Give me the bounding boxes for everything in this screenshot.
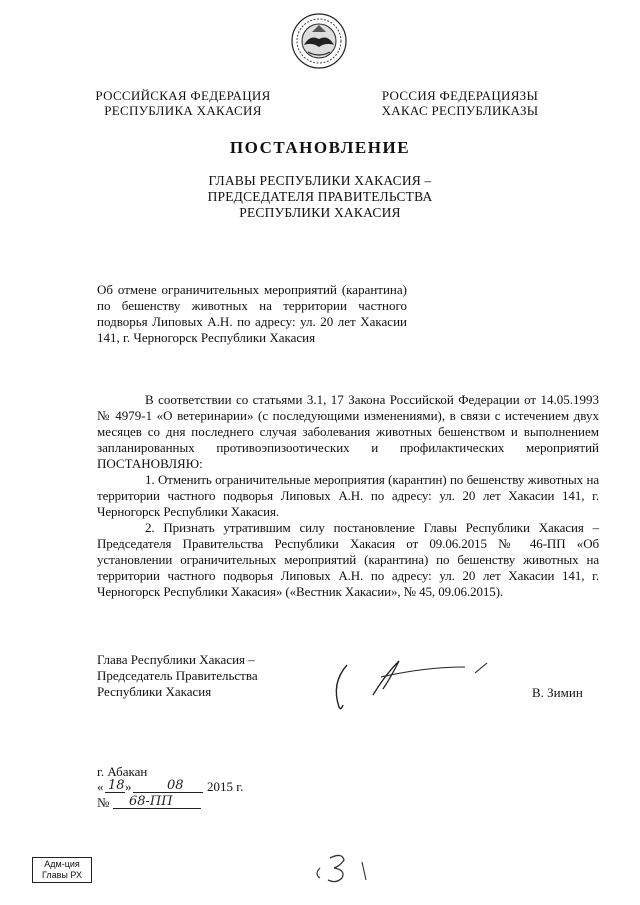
signatory-title [97, 652, 297, 700]
header-right [372, 88, 548, 118]
document-subject: Об отмене ограничительных мероприятий (карантина) по бешенству животных на территории частного подворья Липовых А.Н. по адресу: ул. 20 лет Хакасии 141, г. Черногорск Республики Хакасия [97, 282, 407, 345]
date-day: 18 [108, 778, 125, 793]
place-of-issue: г. Абакан [97, 764, 148, 779]
signatory-line2: Председатель Правительства [97, 668, 258, 683]
subtitle-line3: РЕСПУБЛИКИ ХАКАСИЯ [239, 205, 401, 220]
document-title: ПОСТАНОВЛЕНИЕ [229, 138, 411, 157]
number-prefix: № [97, 795, 110, 810]
coat-of-arms-emblem [290, 12, 348, 70]
header-left [88, 88, 278, 118]
document-number [97, 795, 307, 813]
date-open-quote: « [97, 779, 104, 794]
stamp-line1: Адм-ция [44, 859, 80, 869]
date-month-underline [133, 792, 203, 793]
signatory-line1: Глава Республики Хакасия – [97, 652, 255, 667]
subtitle-line2: ПРЕДСЕДАТЕЛЯ ПРАВИТЕЛЬСТВА [207, 189, 433, 204]
number-value: 68-ПП [129, 794, 173, 809]
document-body [97, 392, 599, 600]
header-left-line1: РОССИЙСКАЯ ФЕДЕРАЦИЯ [95, 88, 271, 103]
header-left-line2: РЕСПУБЛИКА ХАКАСИЯ [104, 103, 262, 118]
stamp-line2: Главы РХ [42, 870, 82, 880]
registration-stamp [32, 857, 92, 883]
header-right-line2: ХАКАС РЕСПУБЛИКАЗЫ [381, 103, 539, 118]
subtitle-line1: ГЛАВЫ РЕСПУБЛИКИ ХАКАСИЯ – [208, 173, 432, 188]
number-underline [113, 808, 201, 809]
body-item-1: 1. Отменить ограничительные мероприятия (карантин) по бешенству животных на территории частного подворья Липовых А.Н. по адресу: ул. 20 лет Хакасии 141, г. Черногорск Республики Хакасия. [97, 472, 599, 519]
date-day-underline [105, 792, 125, 793]
handwritten-signature [325, 655, 495, 715]
date-month: 08 [167, 778, 184, 793]
body-preamble: В соответствии со статьями 3.1, 17 Закона Российской Федерации от 14.05.1993 № 4979-1 «О ветеринарии» (с последующими изменениями), в связи с истечением двух месяцев со дня последнего случая заболевания животных бешенством и выполнением запланированных противоэпизоотических и профилактических мероприятий ПОСТАНОВЛЯЮ: [97, 392, 599, 471]
date-close-quote: » [125, 779, 132, 794]
body-item-2: 2. Признать утратившим силу постановление Главы Республики Хакасия – Председателя Правительства Республики Хакасия от 09.06.2015 № 46-ПП «Об установлении ограничительных мероприятий (карантина) по бешенству животных на территории частного подворья Липовых А.Н. по адресу: ул. 20 лет Хакасии 141, г. Черногорск Республики Хакасия» («Вестник Хакасии», № 45, 09.06.2015). [97, 520, 599, 599]
document-subtitle [170, 173, 470, 221]
signatory-name: В. Зимин [532, 685, 583, 700]
handwritten-page-mark [300, 848, 380, 893]
signatory-line3: Республики Хакасия [97, 684, 212, 699]
header-right-line1: РОССИЯ ФЕДЕРАЦИЯЗЫ [381, 88, 539, 103]
date-year: 2015 г. [207, 779, 244, 794]
